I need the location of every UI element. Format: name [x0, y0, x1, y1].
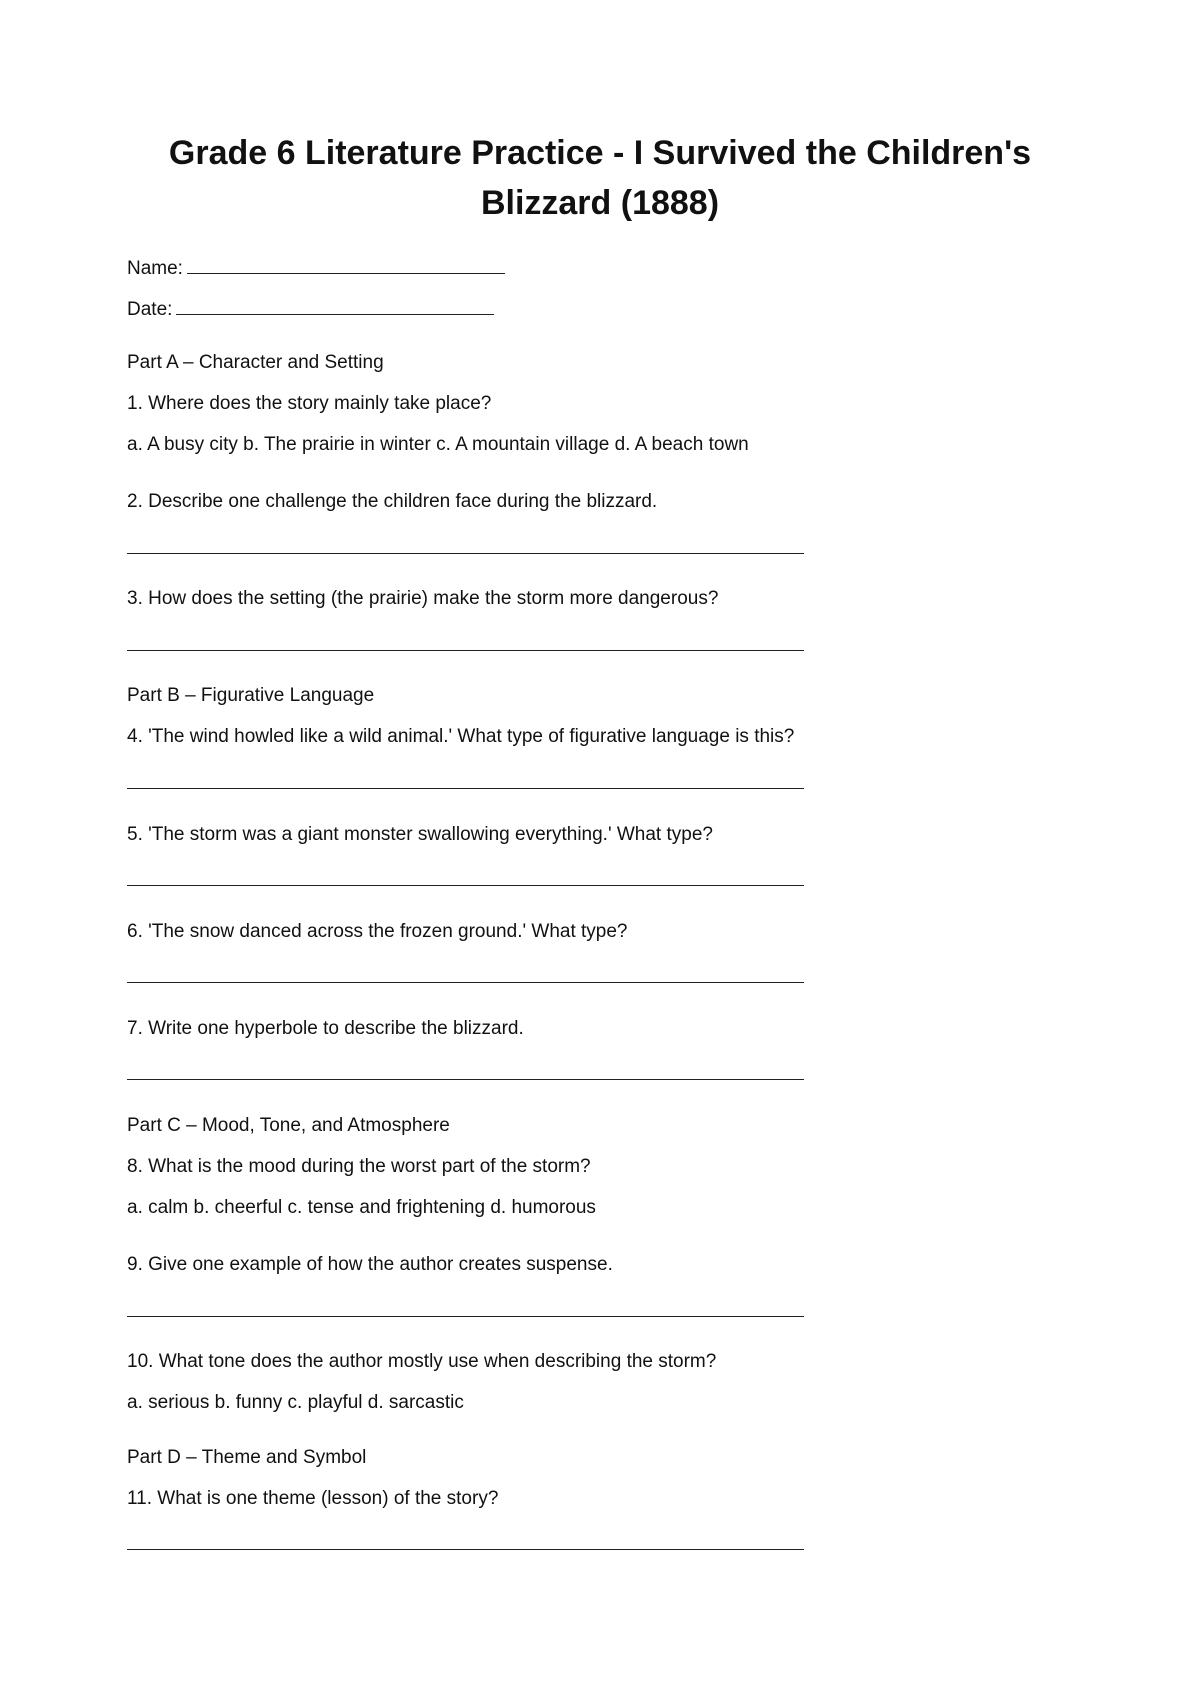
part-d-heading: Part D – Theme and Symbol [127, 1447, 367, 1468]
question-11: 11. What is one theme (lesson) of the story? [127, 1488, 499, 1509]
question-9: 9. Give one example of how the author creates suspense. [127, 1254, 613, 1275]
answer-line-6[interactable] [127, 982, 804, 983]
question-3: 3. How does the setting (the prairie) make the storm more dangerous? [127, 588, 719, 609]
part-a-heading: Part A – Character and Setting [127, 352, 384, 373]
page-title: Grade 6 Literature Practice - I Survived the Children's Blizzard (1888) [168, 134, 1032, 222]
question-7: 7. Write one hyperbole to describe the blizzard. [127, 1018, 524, 1039]
answer-line-4[interactable] [127, 788, 804, 789]
question-1: 1. Where does the story mainly take place? [127, 393, 492, 414]
answer-line-11[interactable] [127, 1549, 804, 1550]
date-label: Date: [127, 299, 173, 320]
question-10: 10. What tone does the author mostly use when describing the storm? [127, 1351, 717, 1372]
question-4: 4. 'The wind howled like a wild animal.' What type of figurative language is this? [127, 726, 795, 747]
date-blank[interactable] [176, 296, 494, 315]
question-6: 6. 'The snow danced across the frozen ground.' What type? [127, 921, 628, 942]
answer-line-9[interactable] [127, 1316, 804, 1317]
answer-line-5[interactable] [127, 885, 804, 886]
question-1-options: a. A busy city b. The prairie in winter c. A mountain village d. A beach town [127, 434, 749, 455]
question-5: 5. 'The storm was a giant monster swallowing everything.' What type? [127, 824, 713, 845]
answer-line-7[interactable] [127, 1079, 804, 1080]
question-2: 2. Describe one challenge the children face during the blizzard. [127, 491, 658, 512]
name-field [127, 255, 505, 281]
name-blank[interactable] [187, 255, 505, 274]
question-8-options: a. calm b. cheerful c. tense and frightening d. humorous [127, 1197, 596, 1218]
answer-line-2[interactable] [127, 553, 804, 554]
question-10-options: a. serious b. funny c. playful d. sarcastic [127, 1392, 464, 1413]
name-label: Name: [127, 258, 183, 279]
part-c-heading: Part C – Mood, Tone, and Atmosphere [127, 1115, 450, 1136]
date-field [127, 296, 494, 322]
part-b-heading: Part B – Figurative Language [127, 685, 375, 706]
question-8: 8. What is the mood during the worst part of the storm? [127, 1156, 591, 1177]
answer-line-3[interactable] [127, 650, 804, 651]
